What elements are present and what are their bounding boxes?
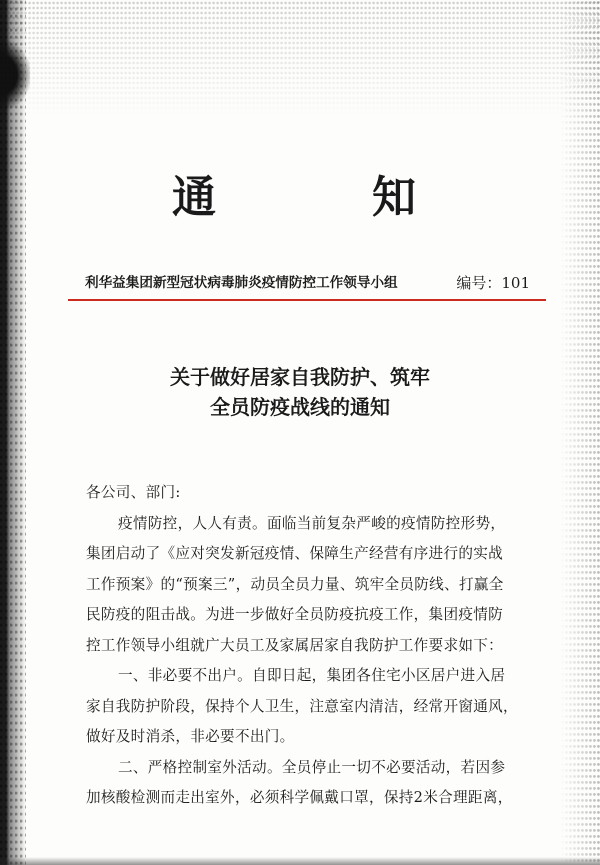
red-divider — [68, 299, 546, 301]
notice-title — [0, 362, 600, 422]
body-line: 二、严格控制室外活动。全员停止一切不必要活动，若因参 — [118, 758, 506, 776]
scan-edge-left — [0, 0, 26, 865]
heading-char-2: 知 — [372, 172, 416, 223]
body-line: 工作预案》的“预案三”，动员全员力量、筑牢全员防线、打赢全 — [86, 575, 504, 593]
document-number: 编号：101 — [456, 274, 530, 292]
notice-title-line-1: 关于做好居家自我防护、筑牢 — [170, 365, 430, 389]
issuer-line — [85, 272, 530, 294]
notice-title-line-2: 全员防疫战线的通知 — [210, 395, 390, 419]
scan-edge-bottom — [0, 857, 600, 865]
document-heading — [0, 168, 600, 228]
body-line: 民防疫的阻击战。为进一步做好全员防疫抗疫工作，集团疫情防 — [86, 606, 504, 623]
body-line: 一、非必要不出户。自即日起，集团各住宅小区居户进入居 — [118, 667, 506, 684]
issuer-org: 利华益集团新型冠状病毒肺炎疫情防控工作领导小组 — [85, 275, 398, 291]
salutation: 各公司、部门: — [86, 484, 181, 501]
body-line: 集团启动了《应对突发新冠疫情、保障生产经营有序进行的实战 — [86, 545, 504, 562]
body-line: 加核酸检测而走出室外，必须科学佩戴口罩，保持2米合理距离， — [86, 789, 513, 806]
body-line: 做好及时消杀，非必要不出门。 — [86, 728, 295, 745]
body-line: 控工作领导小组就广大员工及家属居家自我防护工作要求如下： — [86, 636, 504, 654]
scan-edge-top — [0, 0, 600, 120]
scan-edge-right — [560, 0, 600, 865]
body-line: 疫情防控，人人有责。面临当前复杂严峻的疫情防控形势， — [118, 514, 506, 532]
notice-body — [86, 478, 532, 814]
body-line: 家自我防护阶段，保持个人卫生，注意室内清洁，经常开窗通风， — [86, 697, 518, 715]
heading-char-1: 通 — [172, 172, 216, 223]
